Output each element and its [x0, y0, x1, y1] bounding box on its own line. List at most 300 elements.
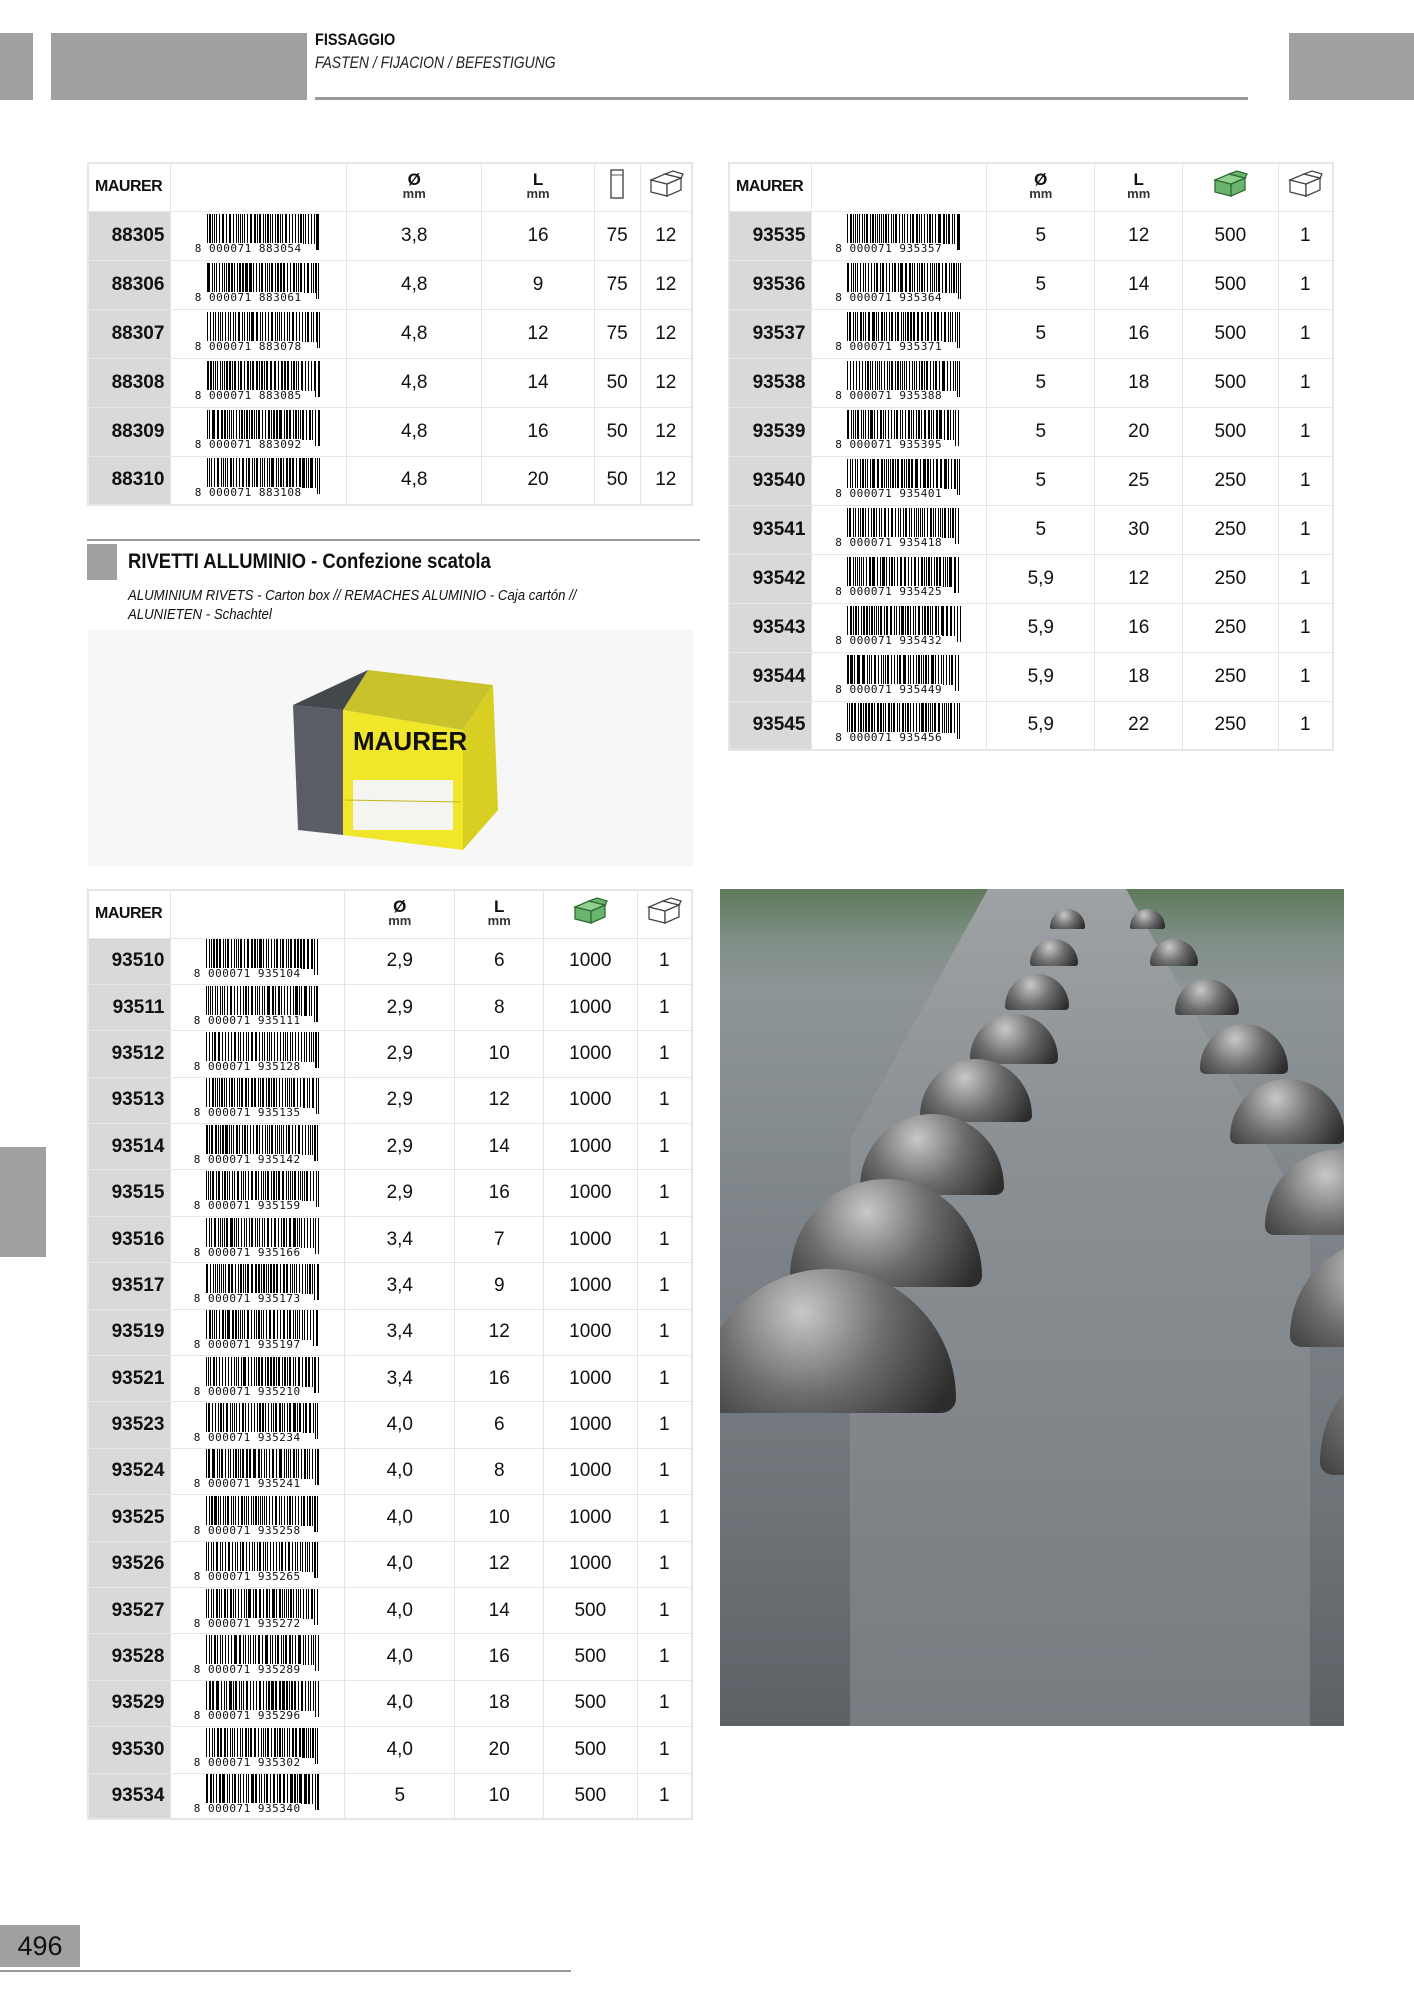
barcode-bars	[206, 1032, 320, 1062]
length-value: 12	[455, 1541, 544, 1587]
header-tab-right	[1289, 33, 1414, 100]
article-code: 93540	[729, 456, 812, 505]
pack-quantity: 500	[543, 1773, 637, 1819]
barcode-bars	[206, 1403, 320, 1433]
barcode-bars	[207, 410, 321, 440]
length-value: 18	[1095, 652, 1183, 701]
barcode-bars	[847, 361, 961, 391]
diameter-value: 4,0	[345, 1727, 455, 1773]
unit-label: mm	[1029, 186, 1053, 202]
barcode-number: 8 000071 935401	[835, 486, 943, 500]
barcode-bars	[207, 312, 321, 342]
barcode-number: 8 000071 935142	[193, 1152, 301, 1166]
diameter-value: 5	[987, 456, 1095, 505]
barcode-bars	[206, 986, 320, 1016]
pack-quantity: 500	[1183, 260, 1279, 309]
barcode-number: 8 000071 935296	[193, 1709, 301, 1723]
barcode-cell	[171, 1031, 345, 1077]
diameter-value: 4,8	[347, 309, 482, 358]
barcode-cell	[171, 1541, 345, 1587]
article-code: 93519	[88, 1309, 171, 1355]
length-symbol: L	[532, 170, 544, 190]
barcode-number: 8 000071 935357	[835, 241, 943, 255]
barcode-bars	[847, 606, 961, 636]
article-code: 93528	[88, 1634, 171, 1680]
barcode	[193, 1218, 322, 1259]
box-quantity: 1	[1278, 358, 1333, 407]
length-value: 6	[455, 938, 544, 984]
diameter-value: 5	[987, 211, 1095, 260]
diameter-value: 4,8	[347, 358, 482, 407]
section-divider	[87, 539, 700, 541]
length-value: 14	[455, 1124, 544, 1170]
barcode	[835, 361, 963, 402]
header-tab-left	[0, 33, 33, 100]
length-value: 25	[1095, 456, 1183, 505]
barcode-bars	[207, 458, 321, 488]
table-row	[729, 309, 1333, 358]
table-row	[729, 652, 1333, 701]
pack-quantity: 500	[543, 1680, 637, 1726]
diameter-value: 2,9	[345, 1170, 455, 1216]
length-value: 6	[455, 1402, 544, 1448]
table-row	[88, 984, 692, 1030]
pack-quantity: 1000	[543, 1402, 637, 1448]
barcode-number: 8 000071 935364	[835, 290, 943, 304]
table-row	[88, 1727, 692, 1773]
article-code: 93541	[729, 505, 812, 554]
barcode	[835, 508, 963, 549]
barcode-number: 8 000071 883085	[194, 388, 302, 402]
article-code: 93517	[88, 1263, 171, 1309]
rivets-photo	[720, 889, 1344, 1726]
box-quantity: 1	[637, 1216, 692, 1262]
barcode-bars	[847, 703, 961, 733]
rivet-head	[1200, 1024, 1288, 1074]
barcode-bars	[207, 263, 321, 293]
pack-quantity: 250	[1183, 701, 1279, 750]
barcode-bars	[206, 1589, 320, 1619]
pack-quantity: 1000	[543, 1495, 637, 1541]
barcode-cell	[171, 309, 347, 358]
length-value: 20	[455, 1727, 544, 1773]
pack-quantity: 250	[1183, 554, 1279, 603]
table-row	[88, 1587, 692, 1633]
barcode	[193, 1681, 322, 1723]
barcode-bars	[206, 1171, 320, 1201]
brand-logo: MAURER	[729, 163, 812, 211]
barcode-cell	[171, 1773, 345, 1819]
barcode-bars	[206, 1310, 320, 1340]
length-value: 14	[482, 358, 594, 407]
diameter-value: 2,9	[345, 938, 455, 984]
barcode-number: 8 000071 935159	[193, 1199, 301, 1213]
box-quantity: 1	[637, 1402, 692, 1448]
barcode-cell	[812, 407, 987, 456]
article-code: 93544	[729, 652, 812, 701]
diameter-value: 5	[987, 358, 1095, 407]
barcode-bars	[847, 410, 961, 440]
barcode-number: 8 000071 935111	[193, 1013, 301, 1027]
rivet-head	[1230, 1079, 1344, 1144]
barcode-number: 8 000071 935395	[835, 437, 943, 451]
box-quantity: 1	[1278, 211, 1333, 260]
barcode-number: 8 000071 935210	[193, 1384, 301, 1398]
pack-quantity: 1000	[543, 1263, 637, 1309]
category-title: FISSAGGIO	[315, 30, 396, 49]
barcode	[835, 703, 963, 745]
barcode	[194, 214, 323, 255]
pack-quantity: 500	[1183, 407, 1279, 456]
unit-label: mm	[526, 186, 550, 202]
barcode-number: 8 000071 935241	[193, 1477, 301, 1491]
pack-quantity: 500	[1183, 211, 1279, 260]
barcode-bars	[847, 312, 961, 342]
table-row	[88, 1680, 692, 1726]
article-code: 93524	[88, 1448, 171, 1494]
barcode-cell	[171, 1170, 345, 1216]
box-quantity: 1	[1278, 407, 1333, 456]
barcode-number: 8 000071 935104	[193, 967, 301, 981]
barcode-bars	[847, 214, 961, 244]
barcode-number: 8 000071 935432	[835, 633, 943, 647]
table-row	[88, 1077, 692, 1123]
barcode-number: 8 000071 935173	[193, 1291, 301, 1305]
barcode-number: 8 000071 935272	[193, 1616, 301, 1630]
pack-quantity: 50	[594, 456, 640, 505]
barcode-cell	[812, 456, 987, 505]
barcode-number: 8 000071 935302	[193, 1755, 301, 1769]
barcode	[193, 1171, 322, 1213]
barcode-bars	[847, 655, 961, 685]
barcode-bars	[206, 939, 320, 969]
green-box-icon	[543, 890, 637, 938]
barcode	[193, 1774, 322, 1815]
pack-quantity: 1000	[543, 1309, 637, 1355]
carton-box-icon	[637, 890, 692, 938]
length-value: 12	[455, 1309, 544, 1355]
diameter-value: 5	[987, 407, 1095, 456]
box-quantity: 12	[640, 456, 692, 505]
page-number: 496	[0, 1925, 80, 1967]
pack-quantity: 500	[1183, 309, 1279, 358]
barcode-cell	[171, 1727, 345, 1773]
barcode	[193, 1728, 322, 1769]
table-row	[88, 260, 692, 309]
barcode-bars	[847, 459, 961, 489]
box-quantity: 1	[637, 1495, 692, 1541]
diameter-value: 5,9	[987, 554, 1095, 603]
box-quantity: 12	[640, 407, 692, 456]
barcode-number: 8 000071 935234	[193, 1431, 301, 1445]
length-value: 18	[455, 1680, 544, 1726]
barcode-number: 8 000071 935371	[835, 339, 943, 353]
diameter-value: 3,4	[345, 1309, 455, 1355]
length-value: 30	[1095, 505, 1183, 554]
box-quantity: 1	[637, 1170, 692, 1216]
length-header	[482, 163, 594, 211]
table-row	[88, 1448, 692, 1494]
length-value: 10	[455, 1773, 544, 1819]
length-value: 16	[482, 211, 594, 260]
barcode-number: 8 000071 935166	[193, 1245, 301, 1259]
box-quantity: 1	[1278, 456, 1333, 505]
diameter-value: 5	[987, 260, 1095, 309]
barcode-number: 8 000071 935418	[835, 535, 943, 549]
table-row	[729, 603, 1333, 652]
barcode-cell	[171, 1448, 345, 1494]
pack-quantity: 1000	[543, 1170, 637, 1216]
barcode-cell	[812, 309, 987, 358]
table-header	[88, 163, 692, 211]
length-value: 16	[482, 407, 594, 456]
diameter-value: 4,0	[345, 1680, 455, 1726]
article-code: 88307	[88, 309, 171, 358]
article-code: 93534	[88, 1773, 171, 1819]
diameter-value: 5,9	[987, 603, 1095, 652]
barcode-bars	[206, 1681, 320, 1711]
barcode-number: 8 000071 935449	[835, 682, 943, 696]
barcode-cell	[812, 211, 987, 260]
barcode-header	[171, 890, 345, 938]
barcode-number: 8 000071 935289	[193, 1663, 301, 1677]
rivet-head	[1175, 979, 1239, 1015]
article-code: 93510	[88, 938, 171, 984]
barcode-number: 8 000071 935456	[835, 731, 943, 745]
box-quantity: 12	[640, 211, 692, 260]
table-row	[88, 1124, 692, 1170]
barcode	[193, 1496, 322, 1537]
diameter-value: 5,9	[987, 652, 1095, 701]
article-code: 93511	[88, 984, 171, 1030]
barcode	[835, 655, 963, 696]
box-quantity: 12	[640, 309, 692, 358]
length-value: 12	[1095, 211, 1183, 260]
section-subtitle: ALUMINIUM RIVETS - Carton box // REMACHES ALUMINIO - Caja cartón // ALUNIETEN - Schachtel	[128, 587, 577, 623]
pack-quantity: 1000	[543, 1124, 637, 1170]
diameter-value: 4,0	[345, 1587, 455, 1633]
length-value: 16	[1095, 603, 1183, 652]
box-quantity: 12	[640, 358, 692, 407]
length-value: 7	[455, 1216, 544, 1262]
box-quantity: 1	[637, 984, 692, 1030]
table-row	[88, 1170, 692, 1216]
table-row	[729, 211, 1333, 260]
diameter-value: 4,8	[347, 407, 482, 456]
barcode-cell	[171, 1402, 345, 1448]
pack-quantity: 500	[543, 1634, 637, 1680]
barcode-header	[171, 163, 347, 211]
unit-label: mm	[487, 913, 511, 929]
pack-quantity: 1000	[543, 1031, 637, 1077]
barcode-bars	[847, 263, 961, 293]
article-code: 93521	[88, 1356, 171, 1402]
barcode	[193, 1125, 322, 1166]
pack-quantity: 1000	[543, 984, 637, 1030]
rivet-head	[1320, 1349, 1344, 1475]
pack-quantity: 250	[1183, 652, 1279, 701]
length-value: 20	[1095, 407, 1183, 456]
box-quantity: 1	[637, 1634, 692, 1680]
table-row	[729, 554, 1333, 603]
barcode	[194, 410, 323, 451]
length-value: 20	[482, 456, 594, 505]
table-row	[729, 505, 1333, 554]
pack-quantity: 1000	[543, 938, 637, 984]
diameter-value: 3,4	[345, 1356, 455, 1402]
diameter-header	[347, 163, 482, 211]
table-row	[729, 407, 1333, 456]
diameter-value: 2,9	[345, 984, 455, 1030]
barcode-number: 8 000071 935265	[193, 1570, 301, 1584]
barcode-bars	[206, 1449, 320, 1479]
barcode-number: 8 000071 935128	[193, 1059, 301, 1073]
barcode-bars	[206, 1496, 320, 1526]
diameter-value: 4,0	[345, 1402, 455, 1448]
article-code: 93537	[729, 309, 812, 358]
article-code: 93543	[729, 603, 812, 652]
diameter-value: 5	[987, 505, 1095, 554]
table-row	[729, 701, 1333, 750]
length-value: 22	[1095, 701, 1183, 750]
length-value: 10	[455, 1495, 544, 1541]
barcode-bars	[207, 214, 321, 244]
barcode	[193, 1635, 322, 1677]
section-title: RIVETTI ALLUMINIO - Confezione scatola	[128, 550, 491, 573]
diameter-value: 3,4	[345, 1216, 455, 1262]
diameter-value: 3,8	[347, 211, 482, 260]
barcode-cell	[812, 652, 987, 701]
barcode-number: 8 000071 883108	[194, 486, 302, 500]
article-code: 93529	[88, 1680, 171, 1726]
side-tab	[0, 1147, 46, 1257]
footer-divider	[0, 1970, 571, 1972]
length-value: 10	[455, 1031, 544, 1077]
table-row	[88, 1031, 692, 1077]
barcode-bars	[206, 1728, 320, 1758]
article-code: 88309	[88, 407, 171, 456]
length-value: 16	[455, 1634, 544, 1680]
length-value: 16	[1095, 309, 1183, 358]
length-value: 16	[455, 1170, 544, 1216]
table-row	[88, 407, 692, 456]
diameter-value: 5	[987, 309, 1095, 358]
box-quantity: 1	[637, 1263, 692, 1309]
article-code: 88310	[88, 456, 171, 505]
barcode-cell	[812, 505, 987, 554]
diameter-symbol: Ø	[407, 170, 421, 190]
length-symbol: L	[494, 897, 505, 917]
barcode-cell	[812, 554, 987, 603]
article-code: 88306	[88, 260, 171, 309]
box-quantity: 1	[637, 1448, 692, 1494]
pack-quantity: 50	[594, 358, 640, 407]
pack-quantity: 500	[1183, 358, 1279, 407]
diameter-value: 5,9	[987, 701, 1095, 750]
pack-quantity: 500	[543, 1587, 637, 1633]
barcode-cell	[171, 260, 347, 309]
unit-label: mm	[388, 913, 412, 929]
barcode	[193, 1032, 322, 1073]
barcode-cell	[171, 1634, 345, 1680]
barcode-cell	[171, 1309, 345, 1355]
diameter-value: 4,0	[345, 1495, 455, 1541]
barcode	[835, 459, 963, 500]
article-code: 88305	[88, 211, 171, 260]
barcode	[194, 458, 323, 500]
barcode	[835, 214, 963, 255]
barcode-number: 8 000071 935197	[193, 1338, 301, 1352]
barcode-number: 8 000071 883061	[194, 290, 302, 304]
diameter-value: 4,8	[347, 260, 482, 309]
diameter-value: 5	[345, 1773, 455, 1819]
pack-quantity: 250	[1183, 456, 1279, 505]
barcode-bars	[847, 508, 961, 538]
barcode-cell	[171, 211, 347, 260]
box-quantity: 1	[1278, 554, 1333, 603]
barcode-bars	[206, 1357, 320, 1387]
tube-pack-icon	[594, 163, 640, 211]
product-box-image	[88, 630, 693, 866]
barcode	[193, 939, 322, 981]
rivet-head	[1150, 939, 1198, 966]
category-subtitle: FASTEN / FIJACION / BEFESTIGUNG	[315, 53, 556, 72]
length-value: 9	[482, 260, 594, 309]
diameter-value: 4,0	[345, 1448, 455, 1494]
table-row	[88, 938, 692, 984]
box-quantity: 12	[640, 260, 692, 309]
table-row	[729, 260, 1333, 309]
barcode	[193, 1357, 322, 1398]
diameter-symbol: Ø	[1034, 170, 1048, 190]
barcode-number: 8 000071 883078	[194, 339, 302, 353]
brand-logo: MAURER	[88, 163, 171, 211]
table-row	[88, 1309, 692, 1355]
barcode	[193, 1078, 322, 1120]
diameter-value: 2,9	[345, 1124, 455, 1170]
barcode-cell	[171, 1680, 345, 1726]
barcode	[194, 312, 323, 353]
box-quantity: 1	[637, 938, 692, 984]
barcode-cell	[171, 1587, 345, 1633]
article-code: 93527	[88, 1587, 171, 1633]
barcode	[194, 263, 323, 304]
pack-quantity: 50	[594, 407, 640, 456]
box-quantity: 1	[637, 1031, 692, 1077]
barcode-cell	[812, 603, 987, 652]
article-code: 93526	[88, 1541, 171, 1587]
barcode-number: 8 000071 935135	[193, 1106, 301, 1120]
barcode-number: 8 000071 883092	[194, 437, 302, 451]
article-code: 93513	[88, 1077, 171, 1123]
diameter-value: 4,0	[345, 1634, 455, 1680]
barcode-cell	[171, 1263, 345, 1309]
barcode	[835, 410, 963, 451]
barcode-cell	[171, 1124, 345, 1170]
table-row	[729, 456, 1333, 505]
article-code: 93530	[88, 1727, 171, 1773]
box-quantity: 1	[1278, 652, 1333, 701]
pack-quantity: 1000	[543, 1448, 637, 1494]
barcode	[193, 1403, 322, 1445]
barcode-cell	[812, 701, 987, 750]
box-quantity: 1	[637, 1680, 692, 1726]
box-quantity: 1	[637, 1773, 692, 1819]
table-row	[88, 1634, 692, 1680]
table-header	[729, 163, 1333, 211]
table-row	[88, 456, 692, 505]
barcode-header	[812, 163, 987, 211]
